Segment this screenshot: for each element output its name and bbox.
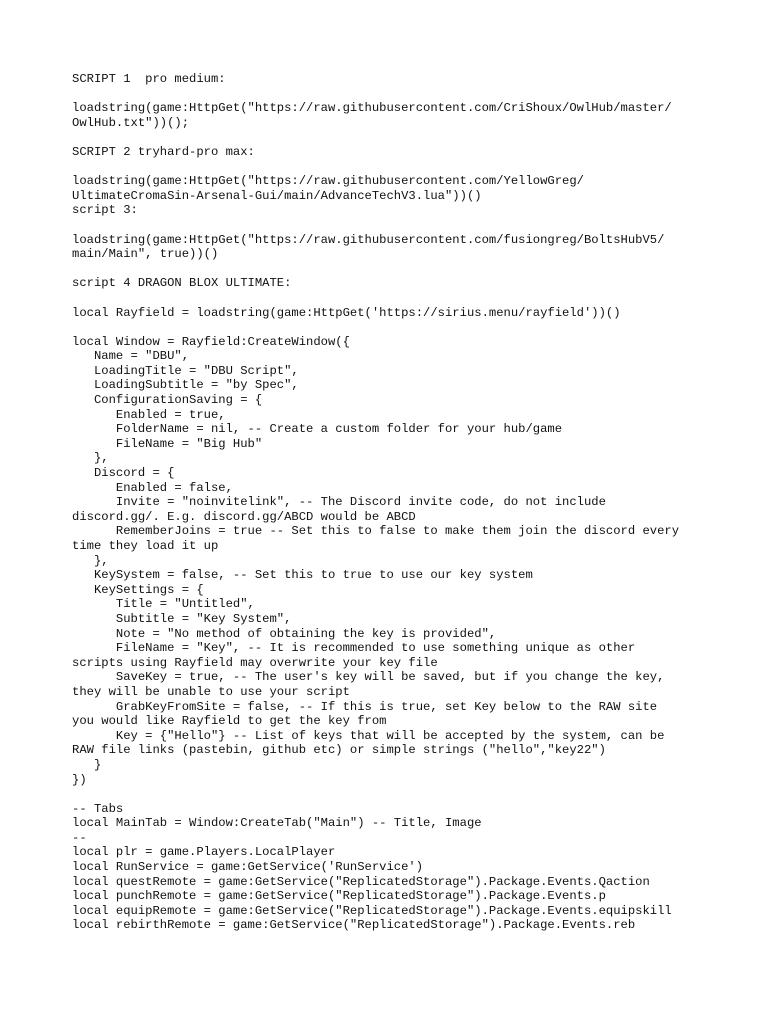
- code-line: Name = "DBU",: [72, 349, 190, 364]
- blank-line: [72, 320, 712, 335]
- code-line: loadstring(game:HttpGet("https://raw.githubusercontent.com/CriShoux/OwlHub/master/: [72, 101, 672, 116]
- code-line: they will be unable to use your script: [72, 684, 350, 699]
- code-line: script 3:: [72, 203, 138, 218]
- code-line: Subtitle = "Key System",: [72, 611, 292, 626]
- code-line: }: [72, 757, 102, 772]
- code-line: local punchRemote = game:GetService("ReplicatedStorage").Package.Events.p: [72, 889, 606, 904]
- code-line: scripts using Rayfield may overwrite your key file: [72, 655, 438, 670]
- code-line: loadstring(game:HttpGet("https://raw.githubusercontent.com/YellowGreg/: [72, 174, 584, 189]
- code-line: discord.gg/. E.g. discord.gg/ABCD would be ABCD: [72, 509, 416, 524]
- code-line: },: [72, 451, 109, 466]
- code-line: FolderName = nil, -- Create a custom folder for your hub/game: [72, 422, 563, 437]
- code-line: UltimateCromaSin-Arsenal-Gui/main/AdvanceTechV3.lua"))(): [72, 188, 482, 203]
- code-line: you would like Rayfield to get the key from: [72, 714, 387, 729]
- code-line: LoadingTitle = "DBU Script",: [72, 363, 299, 378]
- code-line: RAW file links (pastebin, github etc) or simple strings ("hello","key22"): [72, 743, 606, 758]
- code-line: time they load it up: [72, 539, 219, 553]
- code-line: main/Main", true))(): [72, 247, 219, 262]
- code-line: KeySettings = {: [72, 582, 204, 597]
- code-line: OwlHub.txt"))();: [72, 115, 190, 130]
- code-line: ConfigurationSaving = {: [72, 393, 263, 408]
- blank-line: [72, 130, 712, 145]
- code-line: script 4 DRAGON BLOX ULTIMATE:: [72, 276, 292, 291]
- code-line: SaveKey = true, -- The user's key will be saved, but if you change the key,: [72, 670, 665, 685]
- code-line: }): [72, 772, 87, 787]
- code-line: SCRIPT 1 pro medium:: [72, 72, 226, 86]
- code-line: Invite = "noinvitelink", -- The Discord invite code, do not include: [72, 495, 606, 510]
- blank-line: [72, 87, 712, 102]
- blank-line: [72, 218, 712, 233]
- code-line: Enabled = true,: [72, 407, 226, 422]
- code-line: SCRIPT 2 tryhard-pro max:: [72, 144, 255, 159]
- blank-line: [72, 291, 712, 306]
- code-line: LoadingSubtitle = "by Spec",: [72, 378, 299, 393]
- code-line: local rebirthRemote = game:GetService("ReplicatedStorage").Package.Events.reb: [72, 918, 636, 933]
- code-line: local equipRemote = game:GetService("ReplicatedStorage").Package.Events.equipskill: [72, 903, 672, 918]
- blank-line: [72, 262, 712, 277]
- blank-line: [72, 787, 712, 802]
- code-line: FileName = "Big Hub": [72, 436, 263, 451]
- blank-line: [72, 160, 712, 175]
- code-line: local questRemote = game:GetService("ReplicatedStorage").Package.Events.Qaction: [72, 874, 650, 889]
- code-line: Enabled = false,: [72, 480, 233, 495]
- code-line: local RunService = game:GetService('RunService'): [72, 860, 424, 875]
- code-line: RememberJoins = true -- Set this to false to make them join the discord every: [72, 524, 680, 539]
- code-line: },: [72, 553, 109, 568]
- code-line: local plr = game.Players.LocalPlayer: [72, 845, 336, 860]
- code-line: Note = "No method of obtaining the key is provided",: [72, 626, 497, 641]
- code-line: local MainTab = Window:CreateTab("Main") -- Title, Image: [72, 816, 482, 831]
- code-line: Title = "Untitled",: [72, 597, 255, 612]
- document-page: [72, 72, 712, 933]
- code-line: Key = {"Hello"} -- List of keys that will be accepted by the system, can be: [72, 728, 665, 743]
- code-line: --: [72, 830, 87, 845]
- code-line: loadstring(game:HttpGet("https://raw.githubusercontent.com/fusiongreg/BoltsHubV5/: [72, 232, 665, 247]
- code-line: -- Tabs: [72, 801, 124, 816]
- code-line: KeySystem = false, -- Set this to true to use our key system: [72, 568, 533, 583]
- code-line: Discord = {: [72, 466, 175, 481]
- code-line: GrabKeyFromSite = false, -- If this is true, set Key below to the RAW site: [72, 699, 658, 714]
- code-line: local Window = Rayfield:CreateWindow({: [72, 334, 350, 349]
- code-line: FileName = "Key", -- It is recommended to use something unique as other: [72, 641, 636, 656]
- code-line: local Rayfield = loadstring(game:HttpGet('https://sirius.menu/rayfield'))(): [72, 305, 621, 320]
